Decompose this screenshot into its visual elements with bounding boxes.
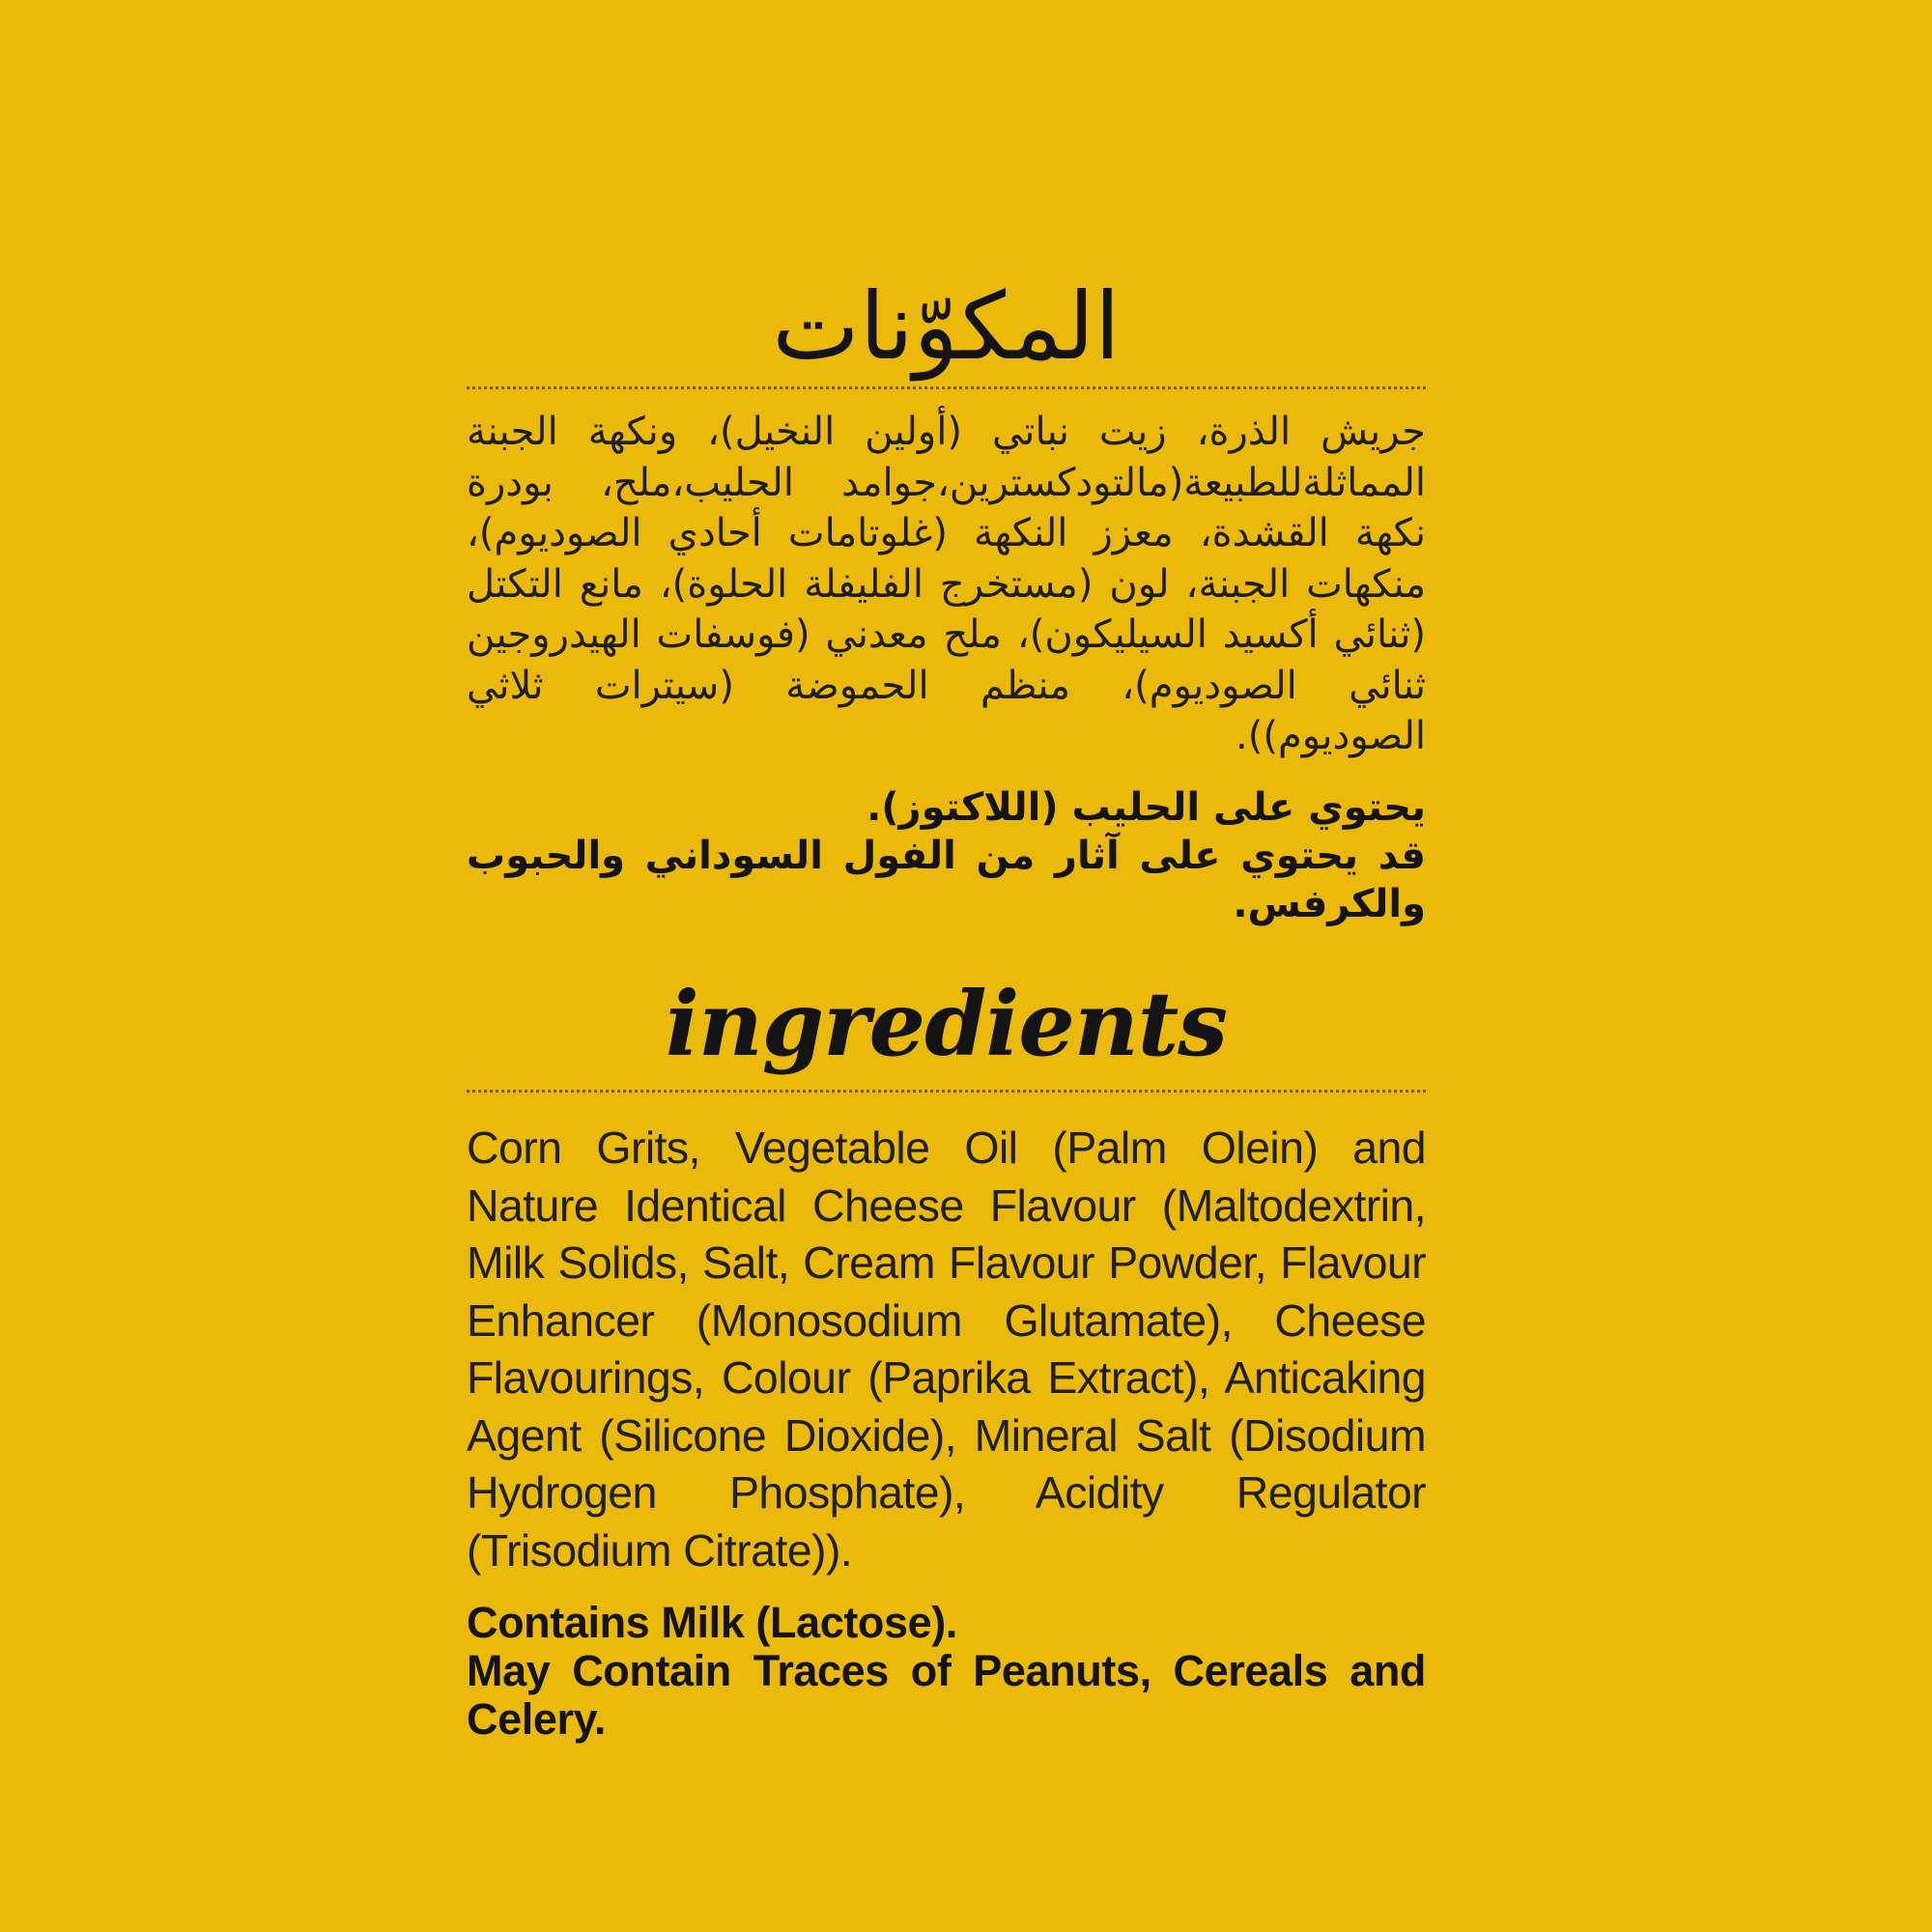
english-contains-milk: Contains Milk (Lactose). bbox=[467, 1598, 957, 1647]
english-allergen-statement bbox=[467, 1599, 1426, 1744]
english-ingredients-text: Corn Grits, Vegetable Oil (Palm Olein) and Nature Identical Cheese Flavour (Maltodextrin, Milk Solids, Salt, Cream Flavour Powder, Flavour Enhancer (Monosodium Glutamate), Cheese Flavourings, Colour (Paprika Extract), Anticaking Agent (Silicone Dioxide), Mineral Salt (Disodium Hydrogen Phosphate), Acidity Regulator (Trisodium Citrate)). bbox=[467, 1122, 1426, 1576]
english-may-contain-traces: May Contain Traces of Peanuts, Cereals and Celery. bbox=[467, 1646, 1426, 1744]
arabic-ingredients-text: جريش الذرة، زيت نباتي (أولين النخيل)، ونكهة الجبنة المماثلةللطبيعة(مالتودكسترين،جوامد الحليب،ملح، بودرة نكهة القشدة، معزز النكهة (غلوتامات أحادي الصوديوم)، منكهات الجبنة، لون (مستخرج الفليفلة الحلوة)، مانع التكتل (ثنائي أكسيد السيليكون)، ملح معدني (فوسفات الهيدروجين ثنائي الصوديوم)، منظم الحموضة (سيترات ثلاثي الصوديوم)). bbox=[467, 410, 1426, 758]
arabic-contains-milk: يحتوي على الحليب (اللاكتوز). bbox=[867, 784, 1426, 830]
english-ingredients-section bbox=[467, 972, 1426, 1744]
arabic-heading: المكوّنات bbox=[772, 272, 1121, 381]
english-dotted-divider bbox=[467, 1090, 1426, 1093]
arabic-allergen-statement bbox=[467, 783, 1426, 928]
arabic-may-contain-traces: قد يحتوي على آثار من الفول السوداني والحبوب والكرفس. bbox=[467, 833, 1426, 926]
arabic-dotted-divider bbox=[467, 386, 1426, 389]
arabic-ingredients-section bbox=[467, 272, 1426, 928]
english-heading: ingredients bbox=[665, 972, 1228, 1076]
